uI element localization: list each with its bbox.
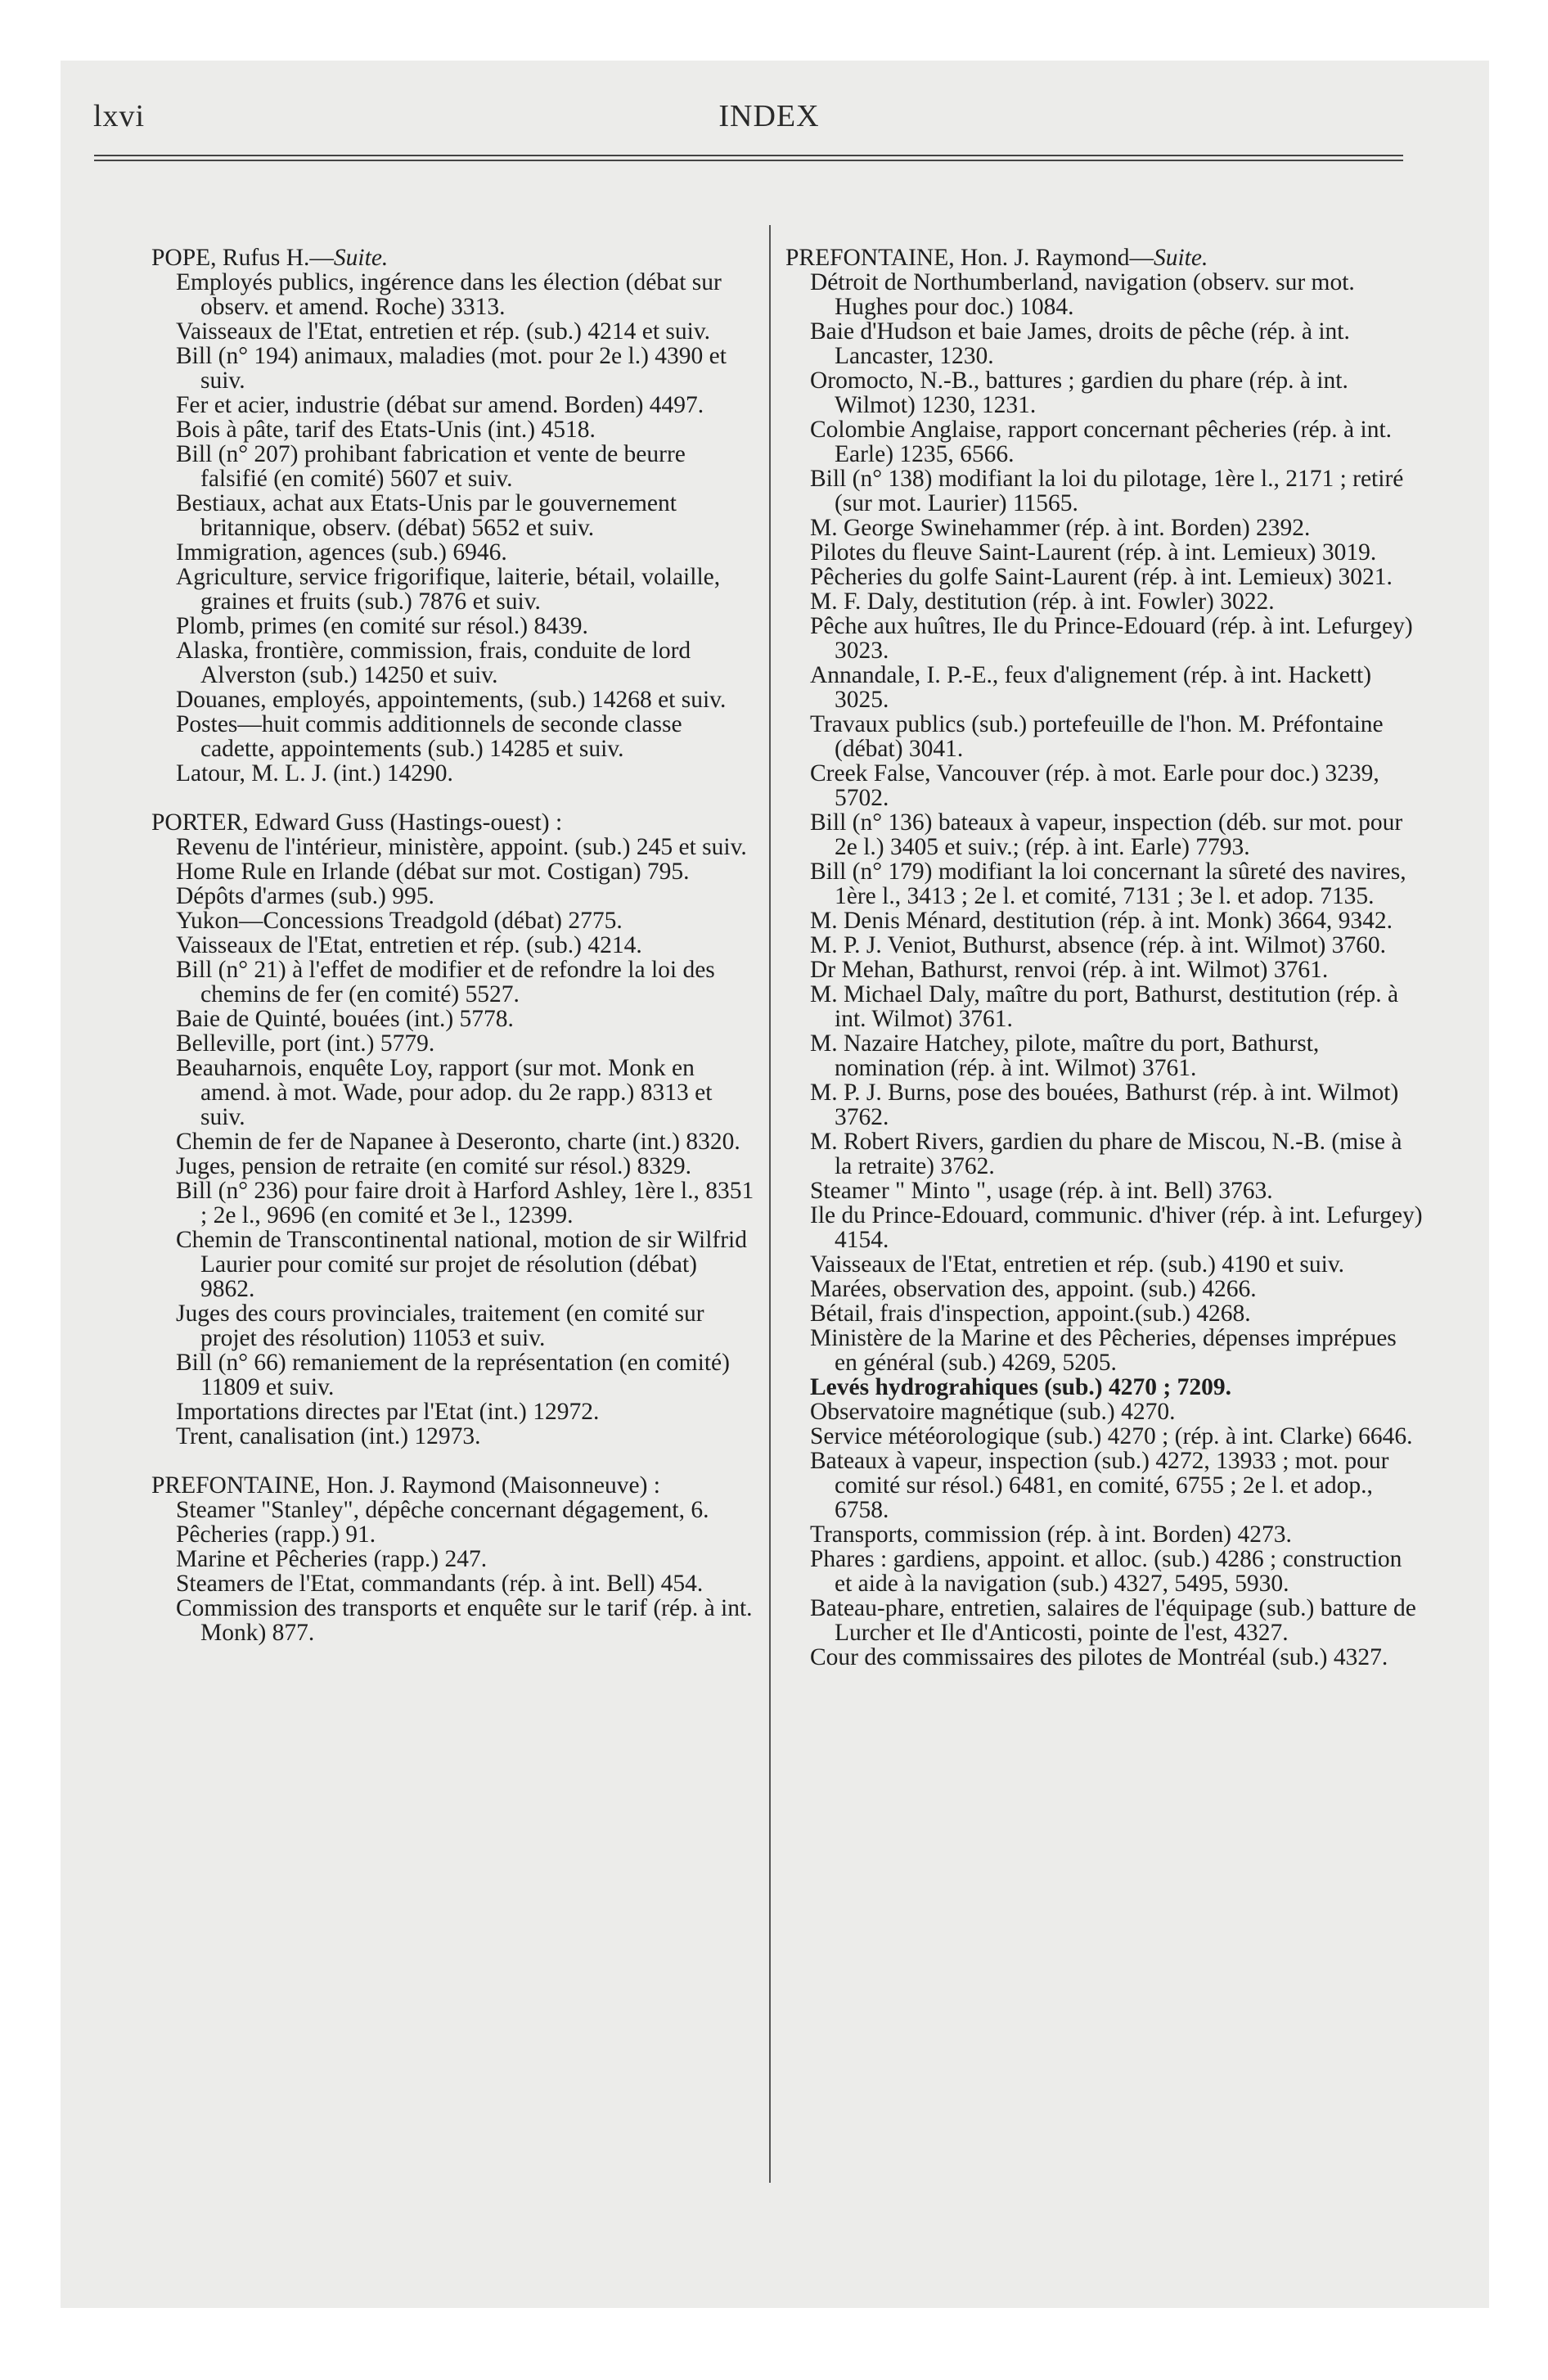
index-entry: Dr Mehan, Bathurst, renvoi (rép. à int. Wilmot) 3761.	[810, 957, 1329, 983]
index-entry: Importations directes par l'Etat (int.) 12972.	[176, 1399, 600, 1425]
index-entry: M. Denis Ménard, destitution (rép. à int. Monk) 3664, 9342.	[810, 908, 1393, 934]
index-entry: Steamers de l'Etat, commandants (rép. à int. Bell) 454.	[176, 1571, 704, 1597]
index-entry: Ile du Prince-Edouard, communic. d'hiver (rép. à int. Lefurgey) 4154.	[810, 1202, 1423, 1253]
index-heading-porter: PORTER, Edward Guss (Hastings-ouest) :	[151, 809, 563, 836]
index-entry: Baie d'Hudson et baie James, droits de pêche (rép. à int. Lancaster, 1230.	[810, 318, 1350, 369]
index-entry: Pêche aux huîtres, Ile du Prince-Edouard (rép. à int. Lefurgey) 3023.	[810, 613, 1413, 664]
index-entry: Service météorologique (sub.) 4270 ; (rép. à int. Clarke) 6646.	[810, 1423, 1413, 1449]
index-entry: Annandale, I. P.-E., feux d'alignement (rép. à int. Hackett) 3025.	[810, 662, 1372, 713]
index-entry: Belleville, port (int.) 5779.	[176, 1030, 435, 1057]
index-entry: Immigration, agences (sub.) 6946.	[176, 539, 507, 566]
index-entry: Observatoire magnétique (sub.) 4270.	[810, 1399, 1176, 1425]
index-entry: M. Robert Rivers, gardien du phare de Miscou, N.-B. (mise à la retraite) 3762.	[810, 1129, 1402, 1179]
index-entry: Pêcheries du golfe Saint-Laurent (rép. à int. Lemieux) 3021.	[810, 564, 1393, 590]
index-entry: Bestiaux, achat aux Etats-Unis par le gouvernement britannique, observ. (débat) 5652 et suiv.	[176, 490, 677, 541]
index-heading-prefontaine-suite	[785, 246, 1424, 270]
index-entry: Agriculture, service frigorifique, laiterie, bétail, volaille, graines et fruits (sub.) 7876 et suiv.	[176, 564, 721, 615]
index-entry: Commission des transports et enquête sur le tarif (rép. à int. Monk) 877.	[176, 1595, 753, 1646]
index-entry: Vaisseaux de l'Etat, entretien et rép. (sub.) 4190 et suiv.	[810, 1251, 1345, 1278]
index-entry: Juges, pension de retraite (en comité sur résol.) 8329.	[176, 1153, 691, 1179]
index-entry: Yukon—Concessions Treadgold (débat) 2775.	[176, 908, 623, 934]
index-entry: M. George Swinehammer (rép. à int. Borden) 2392.	[810, 515, 1311, 541]
index-entry: Transports, commission (rép. à int. Borden) 4273.	[810, 1521, 1292, 1548]
index-heading-prefontaine: PREFONTAINE, Hon. J. Raymond (Maisonneuve) :	[151, 1472, 661, 1499]
entry-list-prefontaine	[151, 1498, 757, 1645]
index-entry: Bill (n° 236) pour faire droit à Harford Ashley, 1ère l., 8351 ; 2e l., 9696 (en comité et 3e l., 12399.	[176, 1178, 754, 1228]
index-heading-pope	[151, 246, 757, 270]
index-entry: Bois à pâte, tarif des Etats-Unis (int.) 4518.	[176, 417, 596, 443]
heading-name: POPE, Rufus H.—	[151, 245, 334, 271]
index-entry: Marées, observation des, appoint. (sub.) 4266.	[810, 1276, 1257, 1302]
index-entry: Bill (n° 138) modifiant la loi du pilotage, 1ère l., 2171 ; retiré (sur mot. Laurier) 11565.	[810, 466, 1404, 516]
header-rule-top	[94, 155, 1403, 156]
index-entry: Bill (n° 136) bateaux à vapeur, inspection (déb. sur mot. pour 2e l.) 3405 et suiv.; (rép. à int. Earle) 7793.	[810, 809, 1403, 860]
entry-list-pope	[151, 270, 757, 786]
index-entry: Chemin de fer de Napanee à Deseronto, charte (int.) 8320.	[176, 1129, 740, 1155]
index-entry: Travaux publics (sub.) portefeuille de l'hon. M. Préfontaine (débat) 3041.	[810, 711, 1384, 762]
page-title: INDEX	[718, 99, 820, 133]
index-entry: M. P. J. Veniot, Buthurst, absence (rép. à int. Wilmot) 3760.	[810, 932, 1387, 958]
right-column	[785, 246, 1424, 1670]
index-entry: Trent, canalisation (int.) 12973.	[176, 1423, 481, 1449]
index-entry: Cour des commissaires des pilotes de Montréal (sub.) 4327.	[810, 1644, 1388, 1670]
index-entry: Bétail, frais d'inspection, appoint.(sub.) 4268.	[810, 1300, 1251, 1327]
index-entry: M. F. Daly, destitution (rép. à int. Fowler) 3022.	[810, 588, 1275, 615]
entry-list-porter	[151, 835, 757, 1449]
index-entry: Détroit de Northumberland, navigation (observ. sur mot. Hughes pour doc.) 1084.	[810, 269, 1355, 320]
index-entry: Oromocto, N.-B., battures ; gardien du phare (rép. à int. Wilmot) 1230, 1231.	[810, 367, 1348, 418]
index-entry: Plomb, primes (en comité sur résol.) 8439.	[176, 613, 588, 639]
heading-suite: Suite.	[1153, 245, 1208, 271]
index-entry: M. Nazaire Hatchey, pilote, maître du port, Bathurst, nomination (rép. à int. Wilmot) 3761.	[810, 1030, 1320, 1081]
column-divider	[769, 225, 771, 2183]
index-entry: Fer et acier, industrie (débat sur amend. Borden) 4497.	[176, 392, 704, 418]
index-entry: Marine et Pêcheries (rapp.) 247.	[176, 1546, 488, 1572]
index-entry: Bill (n° 66) remaniement de la représentation (en comité) 11809 et suiv.	[176, 1350, 730, 1400]
index-entry: Baie de Quinté, bouées (int.) 5778.	[176, 1006, 514, 1032]
index-entry: Vaisseaux de l'Etat, entretien et rép. (sub.) 4214 et suiv.	[176, 318, 711, 345]
index-entry: Pêcheries (rapp.) 91.	[176, 1521, 376, 1548]
index-entry: Latour, M. L. J. (int.) 14290.	[176, 760, 453, 787]
index-entry: Bateau-phare, entretien, salaires de l'équipage (sub.) batture de Lurcher et Ile d'Anticosti, pointe de l'est, 4327.	[810, 1595, 1416, 1646]
index-entry: Bateaux à vapeur, inspection (sub.) 4272, 13933 ; mot. pour comité sur résol.) 6481, en comité, 6755 ; 2e l. et adop., 6758.	[810, 1448, 1389, 1523]
heading-suite: Suite.	[333, 245, 389, 271]
index-entry: Steamer " Minto ", usage (rép. à int. Bell) 3763.	[810, 1178, 1273, 1204]
index-entry: Bill (n° 194) animaux, maladies (mot. pour 2e l.) 4390 et suiv.	[176, 343, 727, 394]
index-entry: Employés publics, ingérence dans les élection (débat sur observ. et amend. Roche) 3313.	[176, 269, 722, 320]
left-column	[151, 246, 757, 1645]
index-entry: Levés hydrograhiques (sub.) 4270 ; 7209.	[810, 1374, 1231, 1400]
index-entry: Chemin de Transcontinental national, motion de sir Wilfrid Laurier pour comité sur projet de résolution (débat) 9862.	[176, 1227, 747, 1302]
header-rule-bottom	[94, 160, 1403, 161]
index-entry: Bill (n° 207) prohibant fabrication et vente de beurre falsifié (en comité) 5607 et suiv.	[176, 441, 686, 492]
index-entry: Bill (n° 179) modifiant la loi concernant la sûreté des navires, 1ère l., 3413 ; 2e l. et comité, 7131 ; 3e l. et adop. 7135.	[810, 859, 1406, 909]
index-entry: Alaska, frontière, commission, frais, conduite de lord Alverston (sub.) 14250 et suiv.	[176, 638, 691, 688]
index-entry: M. P. J. Burns, pose des bouées, Bathurst (rép. à int. Wilmot) 3762.	[810, 1080, 1399, 1130]
index-entry: Dépôts d'armes (sub.) 995.	[176, 883, 434, 909]
entry-list-prefontaine-suite	[785, 270, 1424, 1670]
index-entry: Postes—huit commis additionnels de seconde classe cadette, appointements (sub.) 14285 et suiv.	[176, 711, 682, 762]
index-entry: Home Rule en Irlande (débat sur mot. Costigan) 795.	[176, 859, 690, 885]
index-entry: Revenu de l'intérieur, ministère, appoint. (sub.) 245 et suiv.	[176, 834, 747, 860]
index-entry: Ministère de la Marine et des Pêcheries, dépenses imprépues en général (sub.) 4269, 5205.	[810, 1325, 1397, 1376]
page-number: lxvi	[93, 99, 146, 133]
heading-name: PREFONTAINE, Hon. J. Raymond—	[785, 245, 1154, 271]
index-entry: Juges des cours provinciales, traitement (en comité sur projet des résolution) 11053 et suiv.	[176, 1300, 704, 1351]
index-entry: Douanes, employés, appointements, (sub.) 14268 et suiv.	[176, 687, 727, 713]
index-entry: Steamer "Stanley", dépêche concernant dégagement, 6.	[176, 1497, 709, 1523]
index-entry: Pilotes du fleuve Saint-Laurent (rép. à int. Lemieux) 3019.	[810, 539, 1377, 566]
index-entry: M. Michael Daly, maître du port, Bathurst, destitution (rép. à int. Wilmot) 3761.	[810, 981, 1399, 1032]
index-entry: Phares : gardiens, appoint. et alloc. (sub.) 4286 ; construction et aide à la navigation (sub.) 4327, 5495, 5930.	[810, 1546, 1402, 1597]
index-entry: Vaisseaux de l'Etat, entretien et rép. (sub.) 4214.	[176, 932, 642, 958]
index-entry: Beauharnois, enquête Loy, rapport (sur mot. Monk en amend. à mot. Wade, pour adop. du 2e rapp.) 8313 et suiv.	[176, 1055, 713, 1130]
index-entry: Bill (n° 21) à l'effet de modifier et de refondre la loi des chemins de fer (en comité) 5527.	[176, 957, 715, 1007]
index-entry: Creek False, Vancouver (rép. à mot. Earle pour doc.) 3239, 5702.	[810, 760, 1379, 811]
index-entry: Colombie Anglaise, rapport concernant pêcheries (rép. à int. Earle) 1235, 6566.	[810, 417, 1393, 467]
